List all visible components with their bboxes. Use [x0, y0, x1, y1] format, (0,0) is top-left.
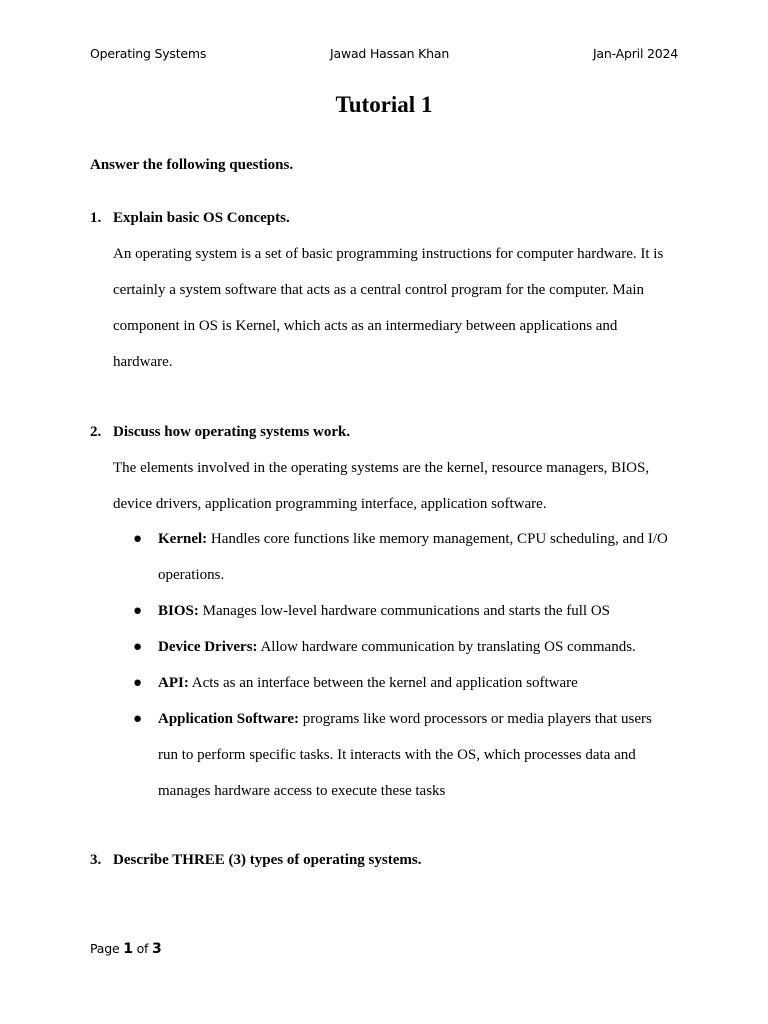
question-1-answer: An operating system is a set of basic programming instructions for computer hardware. It is certainly a system software that acts as a central control program for the computer. Main component in OS is Kernel, which acts as an intermediary between applications and hardware. [113, 246, 664, 370]
question-2-text: Discuss how operating systems work. [113, 424, 351, 440]
list-item-term: Device Drivers: [158, 639, 258, 655]
question-1-number: 1. [90, 210, 102, 226]
bullet-icon: ● [133, 711, 143, 727]
list-item-term: Kernel: [158, 531, 208, 547]
list-item-text: Acts as an interface between the kernel and application software [188, 675, 578, 691]
header-author: Jawad Hassan Khan [330, 46, 450, 61]
list-item [113, 521, 673, 593]
list-item [113, 629, 673, 665]
os-elements-list [113, 521, 673, 809]
bullet-icon: ● [133, 675, 143, 691]
question-1-text: Explain basic OS Concepts. [113, 210, 290, 226]
header-course: Operating Systems [90, 46, 207, 61]
header-term: Jan-April 2024 [592, 46, 678, 61]
question-2-heading [90, 414, 350, 450]
question-3-number: 3. [90, 852, 102, 868]
footer-current-page: 1 [123, 941, 133, 957]
question-2-number: 2. [90, 424, 102, 440]
question-3-heading [90, 842, 421, 878]
list-item [113, 701, 673, 809]
footer-total-pages: 3 [152, 941, 162, 957]
bullet-icon: ● [133, 531, 143, 547]
question-2-answer: The elements involved in the operating systems are the kernel, resource managers, BIOS, device drivers, application programming interface, application software. [113, 460, 650, 512]
list-item-text: Handles core functions like memory management, CPU scheduling, and I/O operations. [158, 531, 668, 583]
page-header [90, 46, 678, 66]
list-item-term: API: [158, 675, 189, 691]
instructions: Answer the following questions. [90, 157, 294, 173]
list-item [113, 593, 673, 629]
bullet-icon: ● [133, 639, 143, 655]
document-title: Tutorial 1 [335, 92, 433, 117]
list-item-text: Manages low-level hardware communications and starts the full OS [198, 603, 610, 619]
list-item-text: Allow hardware communication by translating OS commands. [257, 639, 636, 655]
list-item-term: BIOS: [158, 603, 199, 619]
footer-of-word: of [136, 941, 149, 956]
page-footer [90, 941, 162, 957]
list-item-text: programs like word processors or media players that users run to perform specific tasks. It interacts with the OS, which processes data and manages hardware access to execute these tasks [158, 711, 652, 799]
question-1-heading [90, 200, 290, 236]
footer-page-word: Page [90, 941, 120, 956]
bullet-icon: ● [133, 603, 143, 619]
question-3-text: Describe THREE (3) types of operating systems. [113, 852, 422, 868]
list-item [113, 665, 673, 701]
list-item-term: Application Software: [158, 711, 299, 727]
